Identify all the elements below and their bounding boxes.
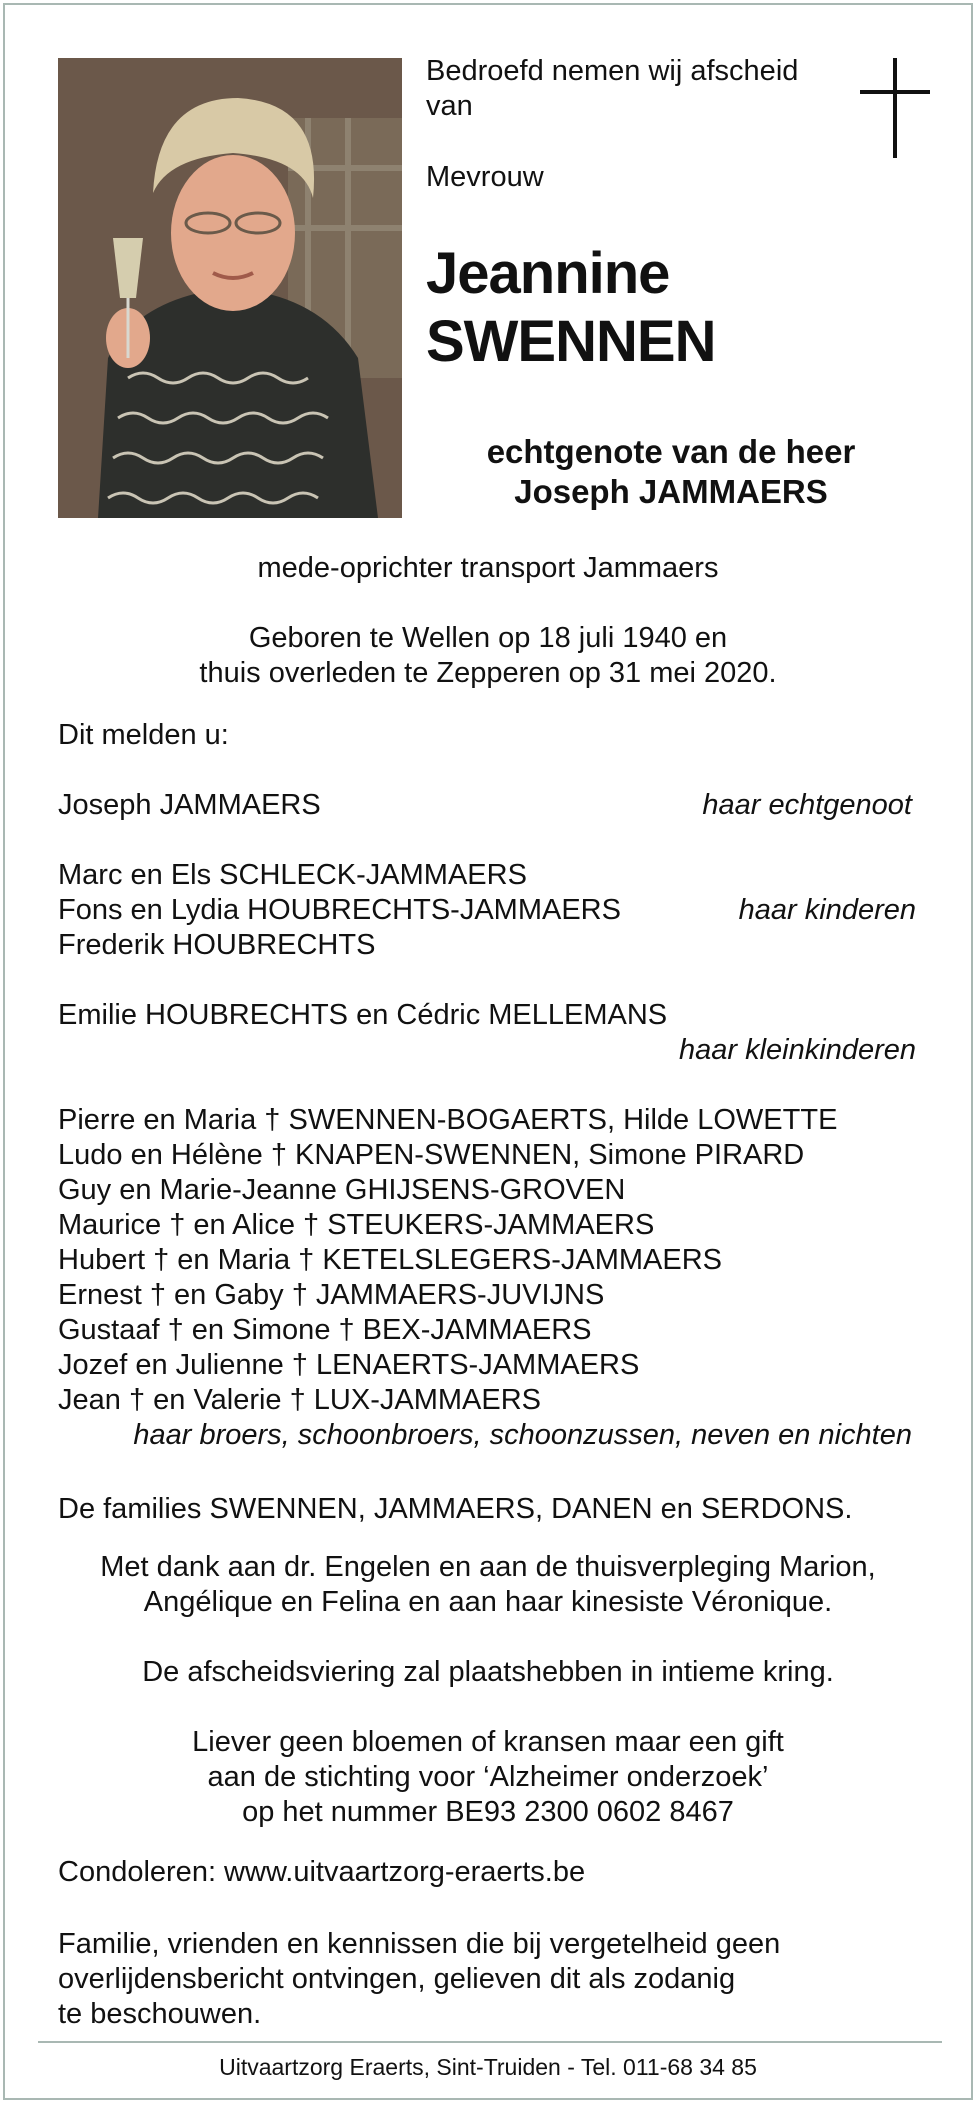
child-0: Marc en Els SCHLECK-JAMMAERS xyxy=(58,859,527,891)
sibling-0: Pierre en Maria † SWENNEN-BOGAERTS, Hilde LOWETTE xyxy=(58,1104,838,1136)
birth-line-1: Geboren te Wellen op 18 juli 1940 en xyxy=(248,622,728,654)
sibling-1: Ludo en Hélène † KNAPEN-SWENNEN, Simone PIRARD xyxy=(58,1139,805,1171)
gift-line-1: Liever geen bloemen of kransen maar een gift xyxy=(192,1726,784,1758)
sibling-7: Jozef en Julienne † LENAERTS-JAMMAERS xyxy=(58,1349,640,1381)
spouse-role: haar echtgenoot xyxy=(702,789,912,821)
gift-line-3: op het nummer BE93 2300 0602 8467 xyxy=(242,1796,734,1828)
spouse-line-2: Joseph JAMMAERS xyxy=(514,473,828,510)
grandchildren: Emilie HOUBRECHTS en Cédric MELLEMANS xyxy=(58,999,668,1031)
sibling-5: Ernest † en Gaby † JAMMAERS-JUVIJNS xyxy=(58,1279,605,1311)
announce: Dit melden u: xyxy=(58,719,229,751)
footer-text: Uitvaartzorg Eraerts, Sint-Truiden - Tel. 011-68 34 85 xyxy=(219,2054,757,2080)
spouse-line-1: echtgenote van de heer xyxy=(486,433,856,470)
siblings-role: haar broers, schoonbroers, schoonzussen, neven en nichten xyxy=(133,1419,912,1451)
child-2: Frederik HOUBRECHTS xyxy=(58,929,376,961)
cross-icon xyxy=(860,58,930,158)
intro-text: Bedroefd nemen wij afscheid van xyxy=(426,55,799,122)
thanks-line-1: Met dank aan dr. Engelen en aan de thuisverpleging Marion, xyxy=(100,1551,876,1583)
ceremony: De afscheidsviering zal plaatshebben in intieme kring. xyxy=(142,1656,834,1688)
salutation: Mevrouw xyxy=(426,161,544,193)
families: De families SWENNEN, JAMMAERS, DANEN en SERDONS. xyxy=(58,1493,853,1525)
sibling-8: Jean † en Valerie † LUX-JAMMAERS xyxy=(58,1384,542,1416)
gift-line-2: aan de stichting voor ‘Alzheimer onderzoek’ xyxy=(207,1761,769,1793)
sibling-6: Gustaaf † en Simone † BEX-JAMMAERS xyxy=(58,1314,592,1346)
notice-line-2: overlijdensbericht ontvingen, gelieven dit als zodanig xyxy=(58,1963,736,1995)
notice-line-3: te beschouwen. xyxy=(58,1998,262,2030)
child-1: Fons en Lydia HOUBRECHTS-JAMMAERS xyxy=(58,894,621,926)
occupation: mede-oprichter transport Jammaers xyxy=(257,552,719,584)
children-role: haar kinderen xyxy=(738,894,916,926)
grandchildren-role: haar kleinkinderen xyxy=(679,1034,916,1066)
first-name: Jeannine xyxy=(426,241,670,306)
sibling-4: Hubert † en Maria † KETELSLEGERS-JAMMAERS xyxy=(58,1244,723,1276)
spouse-name: Joseph JAMMAERS xyxy=(58,789,321,821)
sibling-2: Guy en Marie-Jeanne GHIJSENS-GROVEN xyxy=(58,1174,626,1206)
portrait-photo xyxy=(58,58,402,518)
portrait-illustration xyxy=(58,58,402,518)
thanks-line-2: Angélique en Felina en aan haar kinesiste Véronique. xyxy=(143,1586,833,1618)
notice-line-1: Familie, vrienden en kennissen die bij vergetelheid geen xyxy=(58,1928,781,1960)
condolences: Condoleren: www.uitvaartzorg-eraerts.be xyxy=(58,1856,586,1888)
birth-line-2: thuis overleden te Zepperen op 31 mei 2020. xyxy=(199,657,777,689)
last-name: SWENNEN xyxy=(426,309,716,374)
footer-divider xyxy=(38,2041,942,2043)
sibling-3: Maurice † en Alice † STEUKERS-JAMMAERS xyxy=(58,1209,655,1241)
